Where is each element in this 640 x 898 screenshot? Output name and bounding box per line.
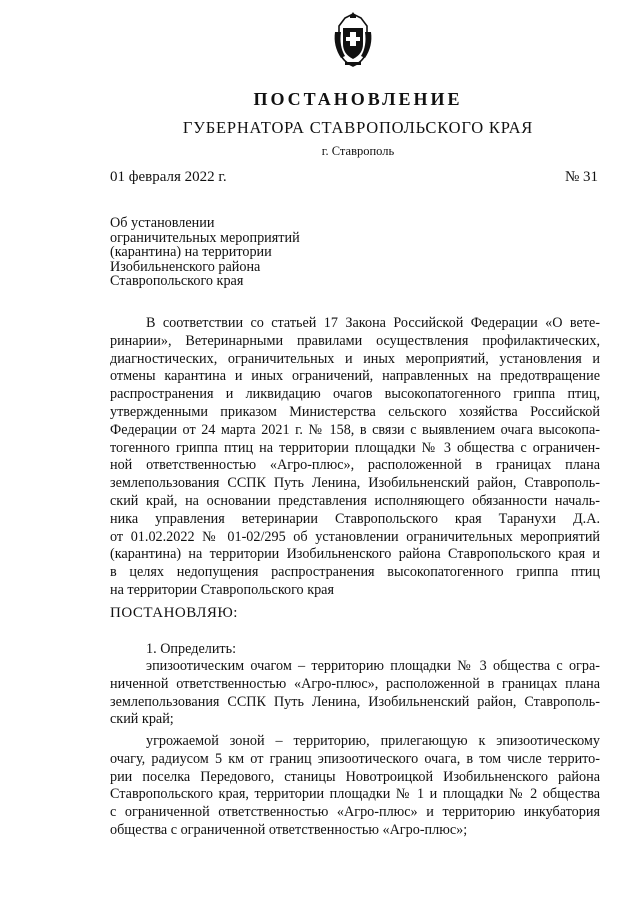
item-1-label: 1. Определить: xyxy=(146,641,237,657)
subject-line: Изобильненского района xyxy=(110,258,261,275)
text-line: ниченной ответственностью «Агро-плюс», расположенной в границах плана xyxy=(110,675,600,692)
text-line: на территории Ставропольского края xyxy=(110,581,335,598)
text-line: (карантина) на территории Изобильненского района Ставропольского края и xyxy=(110,546,600,563)
preamble-paragraph xyxy=(110,315,600,600)
text-line: утвержденными приказом Министерства сельского хозяйства Российской xyxy=(110,403,600,420)
text-line: Федерации от 24 марта 2021 г. № 158, в связи с выявлением очага высокопа- xyxy=(110,421,600,438)
text-line: эпизоотическим очагом – территорию площадки № 3 общества с огра- xyxy=(146,658,600,674)
text-line: тогенного гриппа птиц на территории площадки № 3 общества с ограничен- xyxy=(110,439,600,456)
document-title: ПОСТАНОВЛЕНИЕ xyxy=(253,89,463,109)
text-line: от 01.02.2022 № 01-02/295 об установлении ограничительных мероприятий xyxy=(110,528,600,545)
text-line: рии поселка Передового, станицы Новотроицкой Изобильненского района xyxy=(110,768,600,785)
text-line: землепользования ССПК Путь Ленина, Изобильненский район, Ставрополь- xyxy=(110,693,600,710)
coat-of-arms-emblem xyxy=(331,10,375,70)
text-line: ринарии», Ветеринарными правилами осуществления профилактических, xyxy=(110,332,600,349)
text-line: ника управления ветеринарии Ставропольского края Таранухи Д.А. xyxy=(110,510,600,527)
issue-city: г. Ставрополь xyxy=(321,144,395,158)
text-line: очагу, радиусом 5 км от границ эпизоотического очага, в том числе террито- xyxy=(110,750,600,767)
text-line: диагностических, ограничительных и иных мероприятий, установления и xyxy=(110,350,600,367)
subject-line: Ставропольского края xyxy=(110,273,244,289)
issuer-subtitle: ГУБЕРНАТОРА СТАВРОПОЛЬСКОГО КРАЯ xyxy=(182,118,534,137)
text-line: землепользования ССПК Путь Ленина, Изобильненский район, Ставрополь- xyxy=(110,475,600,492)
threatened-zone-paragraph xyxy=(110,733,600,840)
epizootic-focus-paragraph xyxy=(110,658,600,729)
text-line: ной ответственностью «Агро-плюс», расположенной в границах плана xyxy=(110,457,600,474)
text-line: В соответствии со статьей 17 Закона Российской Федерации «О вете- xyxy=(146,315,600,331)
text-line: в целях недопущения распространения высокопатогенного гриппа птиц xyxy=(110,564,600,581)
document-number: № 31 xyxy=(564,169,598,185)
text-line: ский край; xyxy=(110,711,174,728)
resolve-heading: ПОСТАНОВЛЯЮ: xyxy=(110,605,238,621)
subject-line: Об установлении xyxy=(110,215,215,231)
text-line: Ставропольского края, территории площадки № 1 и площадки № 2 общества xyxy=(110,786,600,803)
text-line: ский край, на основании представления исполняющего обязанности началь- xyxy=(110,492,600,509)
text-line: общества с ограниченной ответственностью «Агро-плюс»; xyxy=(110,821,468,838)
subject-line: ограничительных мероприятий xyxy=(110,229,300,246)
text-line: отмены карантина и иных ограничений, направленных на предотвращение xyxy=(110,368,600,385)
subject-block xyxy=(110,216,410,289)
text-line: с ограниченной ответственностью «Агро-плюс» и территорию инкубатория xyxy=(110,804,600,821)
text-line: распространения и ликвидацию очагов высокопатогенного гриппа птиц, xyxy=(110,386,600,403)
text-line: угрожаемой зоной – территорию, прилегающую к эпизоотическому xyxy=(146,733,600,749)
issue-date: 01 февраля 2022 г. xyxy=(110,169,227,185)
subject-line: (карантина) на территории xyxy=(110,244,272,260)
